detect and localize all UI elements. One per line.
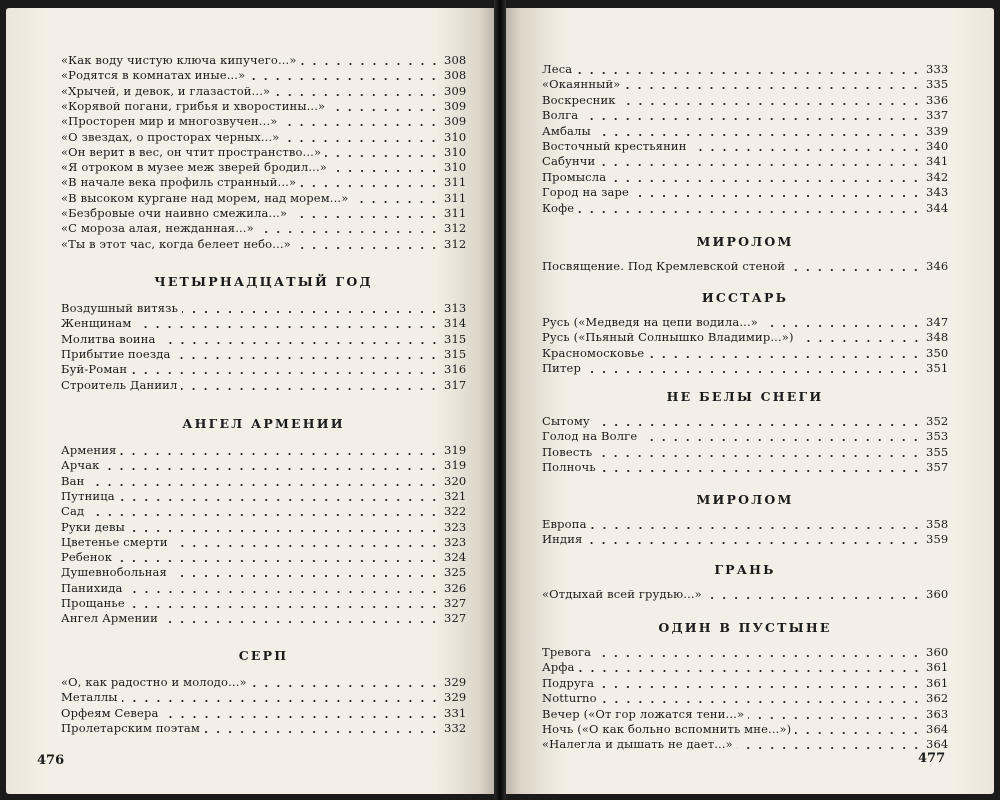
toc-entry	[61, 53, 466, 68]
toc-entry-page-number: 327	[444, 611, 467, 626]
toc-entry-page-number: 335	[926, 77, 949, 92]
toc-entry	[61, 99, 466, 114]
toc-entry-title: Ангел Армении	[61, 611, 158, 626]
toc-entry	[542, 170, 948, 185]
dot-leader	[798, 340, 922, 342]
dot-leader	[88, 484, 440, 486]
toc-entry-title: «Окаянный»	[542, 77, 621, 92]
toc-entry-title: Женщинам	[61, 316, 132, 331]
toc-entry	[542, 532, 948, 547]
toc-entry	[61, 535, 466, 550]
toc-entry-title: «Как воду чистую ключа кипучего...»	[61, 53, 297, 67]
toc-entry-title: Воздушный витязь	[61, 301, 179, 315]
toc-entry-page-number: 323	[444, 534, 467, 549]
dot-leader	[601, 701, 922, 703]
dot-leader	[331, 170, 440, 172]
dot-leader	[737, 747, 922, 749]
toc-entry-title: Город на заре	[542, 185, 629, 200]
dot-leader	[160, 342, 440, 344]
toc-entry-title: Прибытие поезда	[61, 346, 171, 361]
dot-leader	[274, 94, 440, 96]
toc-entry-page-number: 311	[444, 206, 467, 220]
toc-entry-page-number: 329	[444, 690, 467, 705]
toc-entry-page-number: 315	[444, 346, 467, 361]
section-heading: МИРОЛОМ	[696, 492, 794, 507]
toc-entry-title: «Он верит в вес, он чтит пространство...»	[61, 144, 322, 159]
toc-entry	[542, 62, 948, 77]
toc-entry-page-number: 314	[444, 316, 467, 331]
toc-entry-page-number: 339	[926, 123, 949, 138]
toc-entry-page-number: 343	[926, 185, 949, 200]
dot-leader	[633, 195, 922, 197]
toc-entry-page-number: 323	[444, 519, 467, 534]
toc-entry-page-number: 344	[926, 200, 949, 215]
dot-leader	[591, 527, 922, 529]
toc-entry-title: Подруга	[542, 675, 595, 690]
toc-entry-title: Сытому	[542, 414, 590, 428]
dot-leader	[172, 545, 440, 547]
toc-entry	[61, 332, 466, 347]
dot-leader	[171, 575, 440, 577]
toc-entry-page-number: 320	[444, 473, 467, 488]
toc-entry	[61, 221, 466, 236]
dot-leader	[116, 560, 440, 562]
toc-entry-title: Красномосковье	[542, 345, 645, 360]
toc-entry-title: «О, как радостно и молодо...»	[61, 675, 247, 689]
toc-entry-page-number: 325	[444, 565, 467, 580]
toc-entry	[61, 68, 466, 83]
dot-leader	[325, 155, 440, 157]
toc-entry-title: Европа	[542, 517, 587, 531]
section-heading: ГРАНЬ	[714, 562, 776, 577]
toc-entry-title: «Налегла и дышать не дает...»	[542, 737, 733, 752]
toc-entry-page-number: 350	[926, 345, 949, 360]
toc-entry-title: «Хрычей, и девок, и глазастой...»	[61, 83, 271, 98]
dot-leader	[120, 453, 440, 455]
toc-entry-title: Прощанье	[61, 596, 125, 610]
dot-leader	[576, 72, 922, 74]
toc-entry-title: Питер	[542, 361, 581, 376]
toc-entry-page-number: 346	[926, 259, 949, 273]
toc-entry-page-number: 310	[444, 144, 467, 159]
toc-entry-page-number: 322	[444, 504, 467, 519]
toc-entry-page-number: 352	[926, 414, 949, 428]
toc-entry-title: Тревога	[542, 645, 592, 659]
toc-entry-title: Русь («Пьяный Солнышко Владимир...»)	[542, 330, 794, 345]
toc-entry	[61, 114, 466, 129]
dot-leader	[258, 231, 440, 233]
toc-entry	[61, 581, 466, 596]
toc-entry-title: Орфеям Севера	[61, 705, 159, 720]
toc-entry-page-number: 361	[926, 675, 949, 690]
toc-entry-title: Кофе	[542, 200, 575, 215]
toc-entry-page-number: 364	[926, 737, 949, 752]
toc-entry-title: Индия	[542, 532, 583, 547]
toc-entry-title: Цветенье смерти	[61, 534, 168, 549]
dot-leader	[624, 87, 922, 89]
toc-entry	[61, 565, 466, 580]
toc-entry	[61, 84, 466, 99]
dot-leader	[599, 164, 922, 166]
toc-entry-page-number: 309	[444, 98, 467, 113]
dot-leader	[620, 103, 922, 105]
toc-entry-title: «Просторен мир и многозвучен...»	[61, 114, 278, 129]
dot-leader	[249, 78, 440, 80]
toc-entry	[542, 517, 948, 532]
toc-entry-page-number: 311	[444, 190, 467, 205]
toc-entry-title: Амбалы	[542, 123, 591, 138]
toc-entry-title: Посвящение. Под Кремлевской стеной	[542, 259, 786, 273]
dot-leader	[585, 371, 922, 373]
toc-entry-title: Панихида	[61, 580, 123, 595]
toc-entry-page-number: 327	[444, 596, 467, 610]
toc-entry-page-number: 360	[926, 645, 949, 659]
toc-entry	[542, 707, 948, 722]
toc-entry	[61, 458, 466, 473]
toc-entry-page-number: 341	[926, 154, 949, 169]
toc-entry	[542, 201, 948, 216]
toc-entry	[61, 191, 466, 206]
toc-entry	[61, 362, 466, 377]
toc-entry-title: «Родятся в комнатах иные...»	[61, 68, 246, 83]
toc-entry-page-number: 321	[444, 488, 467, 503]
toc-entry-title: «Безбровые очи наивно смежила...»	[61, 206, 288, 220]
dot-leader	[789, 269, 922, 271]
toc-entry-title: Полночь	[542, 460, 596, 475]
toc-entry-title: «В высоком кургане над морем, над морем...»	[61, 190, 349, 205]
toc-entry	[61, 550, 466, 565]
dot-leader	[131, 372, 440, 374]
toc-entry	[61, 443, 466, 458]
toc-entry	[542, 429, 948, 444]
book-gutter	[494, 0, 506, 800]
toc-entry-page-number: 333	[926, 62, 949, 76]
toc-entry	[542, 315, 948, 330]
dot-leader	[174, 357, 440, 359]
toc-entry-title: Волга	[542, 108, 579, 123]
toc-entry	[542, 361, 948, 376]
toc-entry-page-number: 355	[926, 444, 949, 459]
toc-entry	[61, 175, 466, 190]
dot-leader	[119, 499, 440, 501]
toc-entry-title: Металлы	[61, 690, 118, 705]
toc-entry	[61, 721, 466, 736]
toc-entry-title: Ребенок	[61, 550, 113, 565]
toc-entry	[61, 301, 466, 316]
toc-entry	[61, 520, 466, 535]
toc-entry	[61, 160, 466, 175]
toc-entry	[542, 154, 948, 169]
toc-entry-title: Воскресник	[542, 92, 616, 107]
toc-entry-page-number: 363	[926, 706, 949, 721]
dot-leader	[295, 247, 440, 249]
toc-entry-page-number: 357	[926, 460, 949, 475]
toc-entry	[61, 690, 466, 705]
dot-leader	[352, 201, 440, 203]
dot-leader	[103, 468, 440, 470]
toc-entry-title: Молитва воина	[61, 331, 156, 346]
right-page	[506, 8, 994, 794]
dot-leader	[586, 542, 922, 544]
dot-leader	[135, 326, 440, 328]
toc-entry	[61, 237, 466, 252]
toc-entry-page-number: 316	[444, 362, 467, 377]
dot-leader	[129, 530, 440, 532]
dot-leader	[579, 670, 922, 672]
toc-entry-page-number: 329	[444, 675, 467, 689]
toc-entry	[542, 259, 948, 274]
toc-entry	[61, 378, 466, 393]
toc-entry	[61, 347, 466, 362]
dot-leader	[598, 686, 922, 688]
toc-entry	[542, 414, 948, 429]
toc-entry-title: Буй-Роман	[61, 362, 128, 377]
toc-entry-title: Армения	[61, 443, 117, 457]
toc-entry-page-number: 364	[926, 722, 949, 736]
toc-entry	[61, 474, 466, 489]
dot-leader	[163, 716, 440, 718]
toc-entry-page-number: 308	[444, 68, 467, 83]
toc-entry-title: Восточный крестьянин	[542, 139, 687, 153]
toc-entry-page-number: 308	[444, 53, 467, 67]
dot-leader	[281, 124, 440, 126]
toc-entry-page-number: 351	[926, 361, 949, 376]
dot-leader	[578, 211, 922, 213]
dot-leader	[582, 118, 922, 120]
dot-leader	[122, 700, 440, 702]
toc-entry-title: Промысла	[542, 169, 607, 184]
dot-leader	[596, 455, 922, 457]
left-page-number: 476	[37, 753, 65, 768]
toc-entry-title: «Корявой погани, грибья и хворостины...»	[61, 98, 326, 113]
toc-entry-title: Notturno	[542, 691, 597, 706]
dot-leader	[181, 388, 440, 390]
toc-entry-page-number: 358	[926, 517, 949, 531]
toc-entry-title: «В начале века профиль странный...»	[61, 175, 297, 190]
toc-entry	[542, 660, 948, 675]
toc-entry	[542, 645, 948, 660]
toc-entry	[542, 330, 948, 345]
toc-entry-page-number: 319	[444, 458, 467, 473]
toc-entry-page-number: 347	[926, 315, 949, 329]
dot-leader	[648, 356, 922, 358]
toc-entry-title: Вечер («От гор ложатся тени...»	[542, 706, 745, 721]
toc-entry	[61, 316, 466, 331]
toc-entry-title: Леса	[542, 62, 573, 76]
dot-leader	[127, 591, 440, 593]
toc-entry-title: Русь («Медведя на цепи водила...»	[542, 315, 758, 329]
toc-entry-title: Арфа	[542, 660, 575, 675]
right-page-number: 477	[918, 751, 946, 766]
toc-entry-title: Руки девы	[61, 519, 125, 534]
toc-entry	[542, 737, 948, 752]
toc-entry	[542, 185, 948, 200]
dot-leader	[329, 109, 440, 111]
toc-entry-page-number: 324	[444, 550, 467, 565]
toc-entry	[61, 130, 466, 145]
section-heading: АНГЕЛ АРМЕНИИ	[182, 416, 345, 431]
dot-leader	[182, 311, 440, 313]
toc-entry-title: «О звездах, о просторах черных...»	[61, 129, 280, 144]
toc-entry-page-number: 315	[444, 331, 467, 346]
toc-entry	[61, 596, 466, 611]
toc-entry-page-number: 336	[926, 92, 949, 107]
dot-leader	[706, 597, 922, 599]
dot-leader	[641, 439, 922, 441]
toc-entry-page-number: 317	[444, 377, 467, 392]
toc-entry-page-number: 331	[444, 705, 467, 720]
section-heading: НЕ БЕЛЫ СНЕГИ	[666, 389, 824, 404]
toc-entry-page-number: 340	[926, 139, 949, 153]
toc-entry-page-number: 313	[444, 301, 467, 315]
dot-leader	[600, 470, 922, 472]
toc-entry-title: Ночь («О как больно вспомнить мне...»)	[542, 722, 792, 736]
toc-entry-title: Ван	[61, 473, 85, 488]
toc-entry	[542, 691, 948, 706]
section-heading: МИРОЛОМ	[696, 234, 794, 249]
section-heading: ОДИН В ПУСТЫНЕ	[658, 620, 832, 635]
toc-entry-title: Душевнобольная	[61, 565, 167, 580]
dot-leader	[610, 180, 922, 182]
toc-entry-title: Сад	[61, 504, 85, 519]
toc-entry	[542, 722, 948, 737]
toc-entry	[542, 445, 948, 460]
dot-leader	[162, 621, 440, 623]
toc-entry-page-number: 342	[926, 169, 949, 184]
toc-entry-page-number: 312	[444, 236, 467, 251]
dot-leader	[748, 717, 922, 719]
toc-entry-title: «С мороза алая, нежданная...»	[61, 221, 254, 236]
toc-entry-page-number: 310	[444, 129, 467, 144]
section-heading: СЕРП	[238, 648, 289, 663]
toc-entry-title: Сабунчи	[542, 154, 596, 169]
toc-entry-page-number: 362	[926, 691, 949, 706]
toc-entry	[542, 93, 948, 108]
toc-entry	[542, 346, 948, 361]
left-page	[6, 8, 494, 794]
toc-entry	[61, 611, 466, 626]
toc-entry	[542, 77, 948, 92]
toc-entry-page-number: 348	[926, 330, 949, 345]
toc-entry-title: Арчак	[61, 458, 100, 473]
dot-leader	[291, 216, 440, 218]
dot-leader	[300, 185, 440, 187]
toc-entry	[542, 139, 948, 154]
toc-entry-page-number: 359	[926, 532, 949, 547]
toc-entry-page-number: 311	[444, 175, 467, 190]
dot-leader	[129, 606, 440, 608]
toc-entry-page-number: 353	[926, 429, 949, 444]
toc-entry-page-number: 309	[444, 114, 467, 129]
toc-entry-title: Путница	[61, 488, 115, 503]
toc-entry	[61, 675, 466, 690]
toc-entry-page-number: 332	[444, 720, 467, 735]
toc-entry	[542, 108, 948, 123]
dot-leader	[251, 685, 440, 687]
dot-leader	[691, 149, 922, 151]
toc-entry-title: Пролетарским поэтам	[61, 720, 200, 735]
toc-entry	[61, 489, 466, 504]
section-heading: ЧЕТЫРНАДЦАТЫЙ ГОД	[154, 274, 373, 289]
toc-entry	[61, 206, 466, 221]
toc-entry-title: «Ты в этот час, когда белеет небо...»	[61, 236, 291, 251]
dot-leader	[595, 655, 922, 657]
dot-leader	[301, 63, 440, 65]
toc-entry	[542, 460, 948, 475]
toc-entry-page-number: 337	[926, 108, 949, 123]
toc-entry	[61, 706, 466, 721]
toc-entry-page-number: 326	[444, 580, 467, 595]
toc-entry-page-number: 360	[926, 587, 949, 601]
section-heading: ИССТАРЬ	[701, 290, 789, 305]
toc-entry-title: Строитель Даниил	[61, 377, 178, 392]
toc-entry	[542, 587, 948, 602]
toc-entry	[61, 504, 466, 519]
dot-leader	[88, 514, 440, 516]
toc-entry-title: Повесть	[542, 444, 593, 459]
toc-entry-title: Голод на Волге	[542, 429, 638, 444]
dot-leader	[283, 140, 440, 142]
dot-leader	[594, 424, 922, 426]
toc-entry-page-number: 319	[444, 443, 467, 457]
toc-entry	[542, 676, 948, 691]
toc-entry-title: «Отдыхай всей грудью...»	[542, 587, 702, 601]
dot-leader	[762, 325, 922, 327]
toc-entry	[61, 145, 466, 160]
toc-entry	[542, 124, 948, 139]
toc-entry-page-number: 310	[444, 160, 467, 175]
toc-entry-page-number: 312	[444, 221, 467, 236]
toc-entry-page-number: 309	[444, 83, 467, 98]
dot-leader	[204, 731, 440, 733]
toc-entry-page-number: 361	[926, 660, 949, 675]
dot-leader	[595, 134, 922, 136]
dot-leader	[795, 732, 922, 734]
toc-entry-title: «Я отроком в музее меж зверей бродил...»	[61, 160, 327, 175]
